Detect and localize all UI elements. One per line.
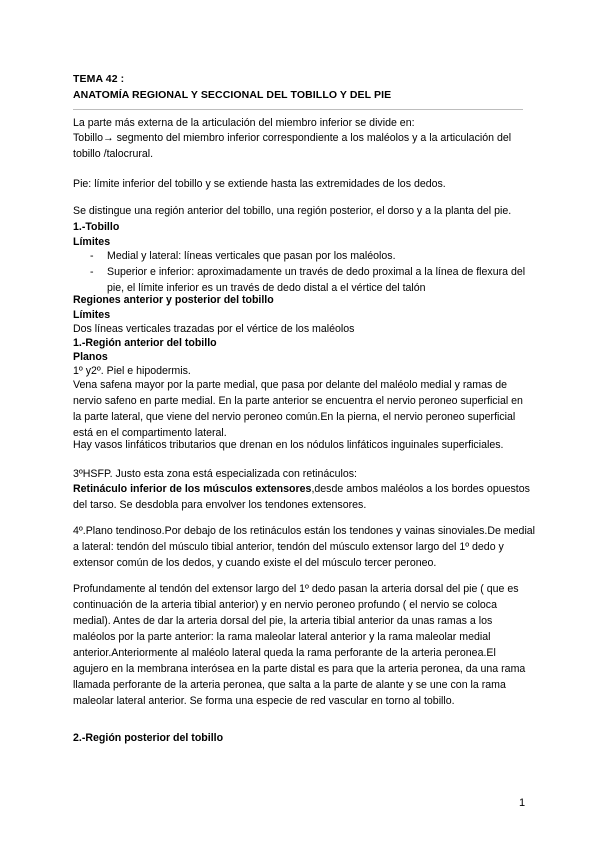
- section-heading-regiones: Regiones anterior y posterior del tobillo: [73, 294, 274, 306]
- retinaculo-paragraph: [73, 481, 533, 513]
- hsfp-paragraph: 3ºHSFP. Justo esta zona está especializada con retináculos:: [73, 468, 357, 480]
- limites-regiones-text: Dos líneas verticales trazadas por el vértice de los maléolos: [73, 323, 355, 335]
- list-item: - Superior e inferior: aproximadamente un través de dedo proximal a la línea de flexura del pie, el límite inferior es un través de dedo distal a el vértice del talón: [73, 264, 533, 296]
- intro-paragraph-3: Pie: límite inferior del tobillo y se extiende hasta las extremidades de los dedos.: [73, 178, 446, 190]
- intro-paragraph-4: Se distingue una región anterior del tobillo, una región posterior, el dorso y a la planta del pie.: [73, 205, 512, 217]
- intro-paragraph-1: La parte más externa de la articulación del miembro inferior se divide en:: [73, 117, 415, 129]
- section-heading-tobillo: 1.-Tobillo: [73, 221, 120, 233]
- page-number: 1: [519, 797, 526, 809]
- linfaticos-paragraph: Hay vasos linfáticos tributarios que drenan en los nódulos linfáticos inguinales superficiales.: [73, 439, 504, 451]
- limites-list: [73, 248, 533, 296]
- title-divider: [73, 109, 523, 110]
- subheading-limites: Límites: [73, 236, 111, 248]
- title-line-1: TEMA 42 :: [73, 73, 125, 85]
- section-heading-region-posterior: 2.-Región posterior del tobillo: [73, 732, 224, 744]
- subheading-planos: Planos: [73, 351, 108, 363]
- vena-safena-paragraph: Vena safena mayor por la parte medial, que pasa por delante del maléolo medial y ramas de nervio safeno en parte medial. En la parte anterior se encuentra el nervio peroneo superficial en la parte lateral, que viene del nervio peroneo común.En la pierna, el nervio peroneo superficial está en el compartimento lateral.: [73, 379, 523, 439]
- intro-paragraph-2: Tobillo→ segmento del miembro inferior correspondiente a los maléolos y a la articulación del tobillo /talocrural.: [73, 132, 512, 160]
- list-item: - Medial y lateral: líneas verticales que pasan por los maléolos.: [73, 248, 533, 264]
- plano-4-paragraph: 4º.Plano tendinoso.Por debajo de los retináculos están los tendones y vainas sinoviales.De medial a lateral: tendón del músculo tibial anterior, tendón del músculo extensor largo del 1º dedo y extensor común de los dedos, y cuando existe el del músculo tercer peroneo.: [73, 525, 536, 569]
- plano-1-2: 1º y2º. Piel e hipodermis.: [73, 365, 191, 377]
- retinaculo-description: ,desde ambos maléolos a los bordes opuestos del tarso. Se desdobla para envolver los tendones extensores.: [73, 483, 530, 511]
- section-heading-region-anterior: 1.-Región anterior del tobillo: [73, 337, 217, 349]
- document-title: [73, 71, 533, 103]
- title-line-2: ANATOMÍA REGIONAL Y SECCIONAL DEL TOBILLO Y DEL PIE: [73, 89, 392, 101]
- profundo-paragraph: Profundamente al tendón del extensor largo del 1º dedo pasan la arteria dorsal del pie ( que es continuación de la arteria tibial anterior) y en nervio peroneo profundo ( el nervio se coloca medial). Antes de dar la arteria dorsal del pie, la arteria tibial anterior da unas ramas a los maléolos por la parte anterior: la rama maleolar lateral anterior y la rama maleolar medial anterior.Anteriormente al maléolo lateral queda la rama perforante de la arteria peronea.El agujero en la membrana interósea en la parte distal es para que la arteria peronea, da una rama llamada perforante de la arteria peronea, que salta a la parte de alante y se une con la rama maleolar lateral anterior. Se forma una especie de red vascular en torno al tobillo.: [73, 583, 526, 707]
- subheading-limites-regiones: Límites: [73, 309, 111, 321]
- retinaculo-term: Retináculo inferior de los músculos extensores: [73, 483, 312, 495]
